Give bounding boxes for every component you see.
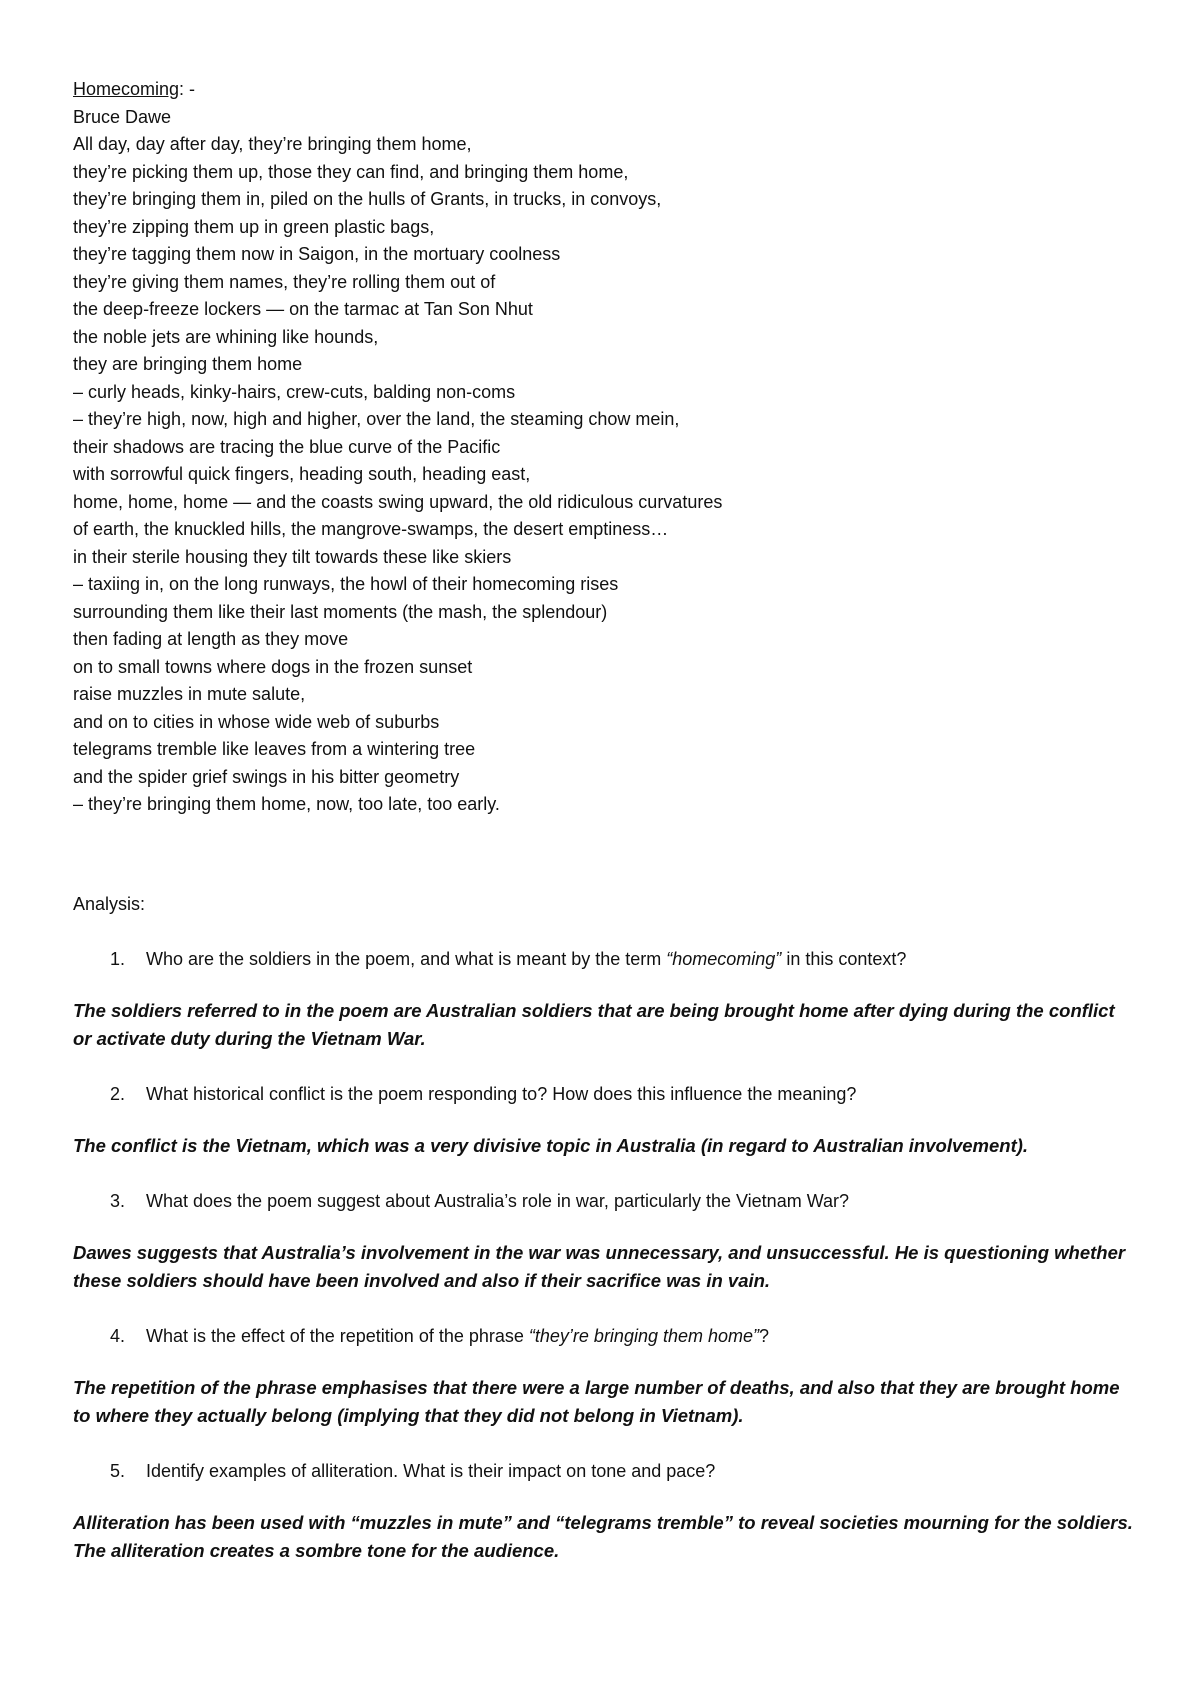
poem-line: they’re giving them names, they’re rolling them out of [73, 271, 496, 292]
poem-line: on to small towns where dogs in the frozen sunset [73, 656, 473, 677]
poem-line: and the spider grief swings in his bitter geometry [73, 766, 460, 787]
answer-2: The conflict is the Vietnam, which was a very divisive topic in Australia (in regard to Australian involvement). [73, 1134, 1029, 1156]
poem-line: in their sterile housing they tilt towards these like skiers [73, 546, 512, 567]
question-quote: “they’re bringing them home” [528, 1325, 760, 1346]
poem-line: – curly heads, kinky-hairs, crew-cuts, balding non-coms [73, 381, 516, 402]
poem-line: – taxiing in, on the long runways, the howl of their homecoming rises [73, 574, 619, 594]
question-text-end: in this context? [781, 948, 907, 969]
question-text: What does the poem suggest about Australia’s role in war, particularly the Vietnam War? [146, 1190, 850, 1211]
answer-4: The repetition of the phrase emphasises that there were a large number of deaths, and also that they are brought home to where they actually belong (implying that they did not belong in Vietnam). [73, 1376, 1120, 1426]
poem-line: All day, day after day, they’re bringing them home, [73, 134, 472, 154]
poem-line: then fading at length as they move [73, 629, 349, 649]
poem-line: their shadows are tracing the blue curve of the Pacific [73, 436, 501, 457]
poem-line: and on to cities in whose wide web of suburbs [73, 711, 440, 732]
section-gap [73, 819, 1133, 891]
answer-1: The soldiers referred to in the poem are Australian soldiers that are being brought home after dying during the conflict or activate duty during the Vietnam War. [73, 999, 1115, 1049]
question-4 [73, 1323, 1133, 1350]
poem-line: – they’re bringing them home, now, too late, too early. [73, 794, 500, 814]
poem-author: Bruce Dawe [73, 106, 172, 127]
question-quote: “homecoming” [666, 948, 782, 969]
poem-line: telegrams tremble like leaves from a wintering tree [73, 739, 476, 759]
poem-line: they are bringing them home [73, 354, 303, 374]
question-text: What is the effect of the repetition of the phrase [146, 1325, 529, 1346]
poem-line: of earth, the knuckled hills, the mangrove-swamps, the desert emptiness… [73, 519, 669, 539]
poem-heading [73, 76, 1133, 104]
question-number: 3. [110, 1190, 126, 1211]
poem-line: with sorrowful quick fingers, heading south, heading east, [73, 464, 531, 484]
poem-line: they’re bringing them in, piled on the hulls of Grants, in trucks, in convoys, [73, 189, 662, 209]
poem-line: – they’re high, now, high and higher, over the land, the steaming chow mein, [73, 409, 680, 429]
poem-line: they’re zipping them up in green plastic bags, [73, 216, 435, 237]
answer-5: Alliteration has been used with “muzzles in mute” and “telegrams tremble” to reveal societies mourning for the soldiers. The alliteration creates a sombre tone for the audience. [73, 1511, 1133, 1561]
question-number: 2. [110, 1083, 126, 1104]
poem [73, 76, 1133, 819]
question-number: 5. [110, 1460, 126, 1481]
question-text: Who are the soldiers in the poem, and what is meant by the term [146, 948, 667, 969]
document-page [73, 76, 1133, 1565]
poem-line: raise muzzles in mute salute, [73, 684, 306, 704]
poem-line: they’re picking them up, those they can find, and bringing them home, [73, 161, 629, 182]
analysis-heading: Analysis: [73, 893, 146, 914]
question-number: 4. [110, 1325, 126, 1346]
question-1 [73, 946, 1133, 973]
answer-3: Dawes suggests that Australia’s involvement in the war was unnecessary, and unsuccessful. He is questioning whether these soldiers should have been involved and also if their sacrifice was in vain. [73, 1241, 1126, 1291]
question-text-end: ? [759, 1325, 770, 1346]
question-text: What historical conflict is the poem responding to? How does this influence the meaning? [146, 1083, 857, 1104]
poem-line: they’re tagging them now in Saigon, in the mortuary coolness [73, 244, 561, 264]
poem-line: the deep-freeze lockers — on the tarmac at Tan Son Nhut [73, 299, 533, 319]
question-2 [73, 1081, 1133, 1108]
question-3 [73, 1188, 1133, 1215]
question-number: 1. [110, 948, 126, 969]
poem-line: surrounding them like their last moments (the mash, the splendour) [73, 601, 608, 622]
question-text: Identify examples of alliteration. What is their impact on tone and pace? [146, 1460, 716, 1481]
poem-line: the noble jets are whining like hounds, [73, 326, 379, 347]
poem-line: home, home, home — and the coasts swing upward, the old ridiculous curvatures [73, 491, 723, 512]
poem-title-suffix: : - [179, 79, 196, 99]
question-5 [73, 1458, 1133, 1485]
poem-title: Homecoming [73, 79, 180, 99]
